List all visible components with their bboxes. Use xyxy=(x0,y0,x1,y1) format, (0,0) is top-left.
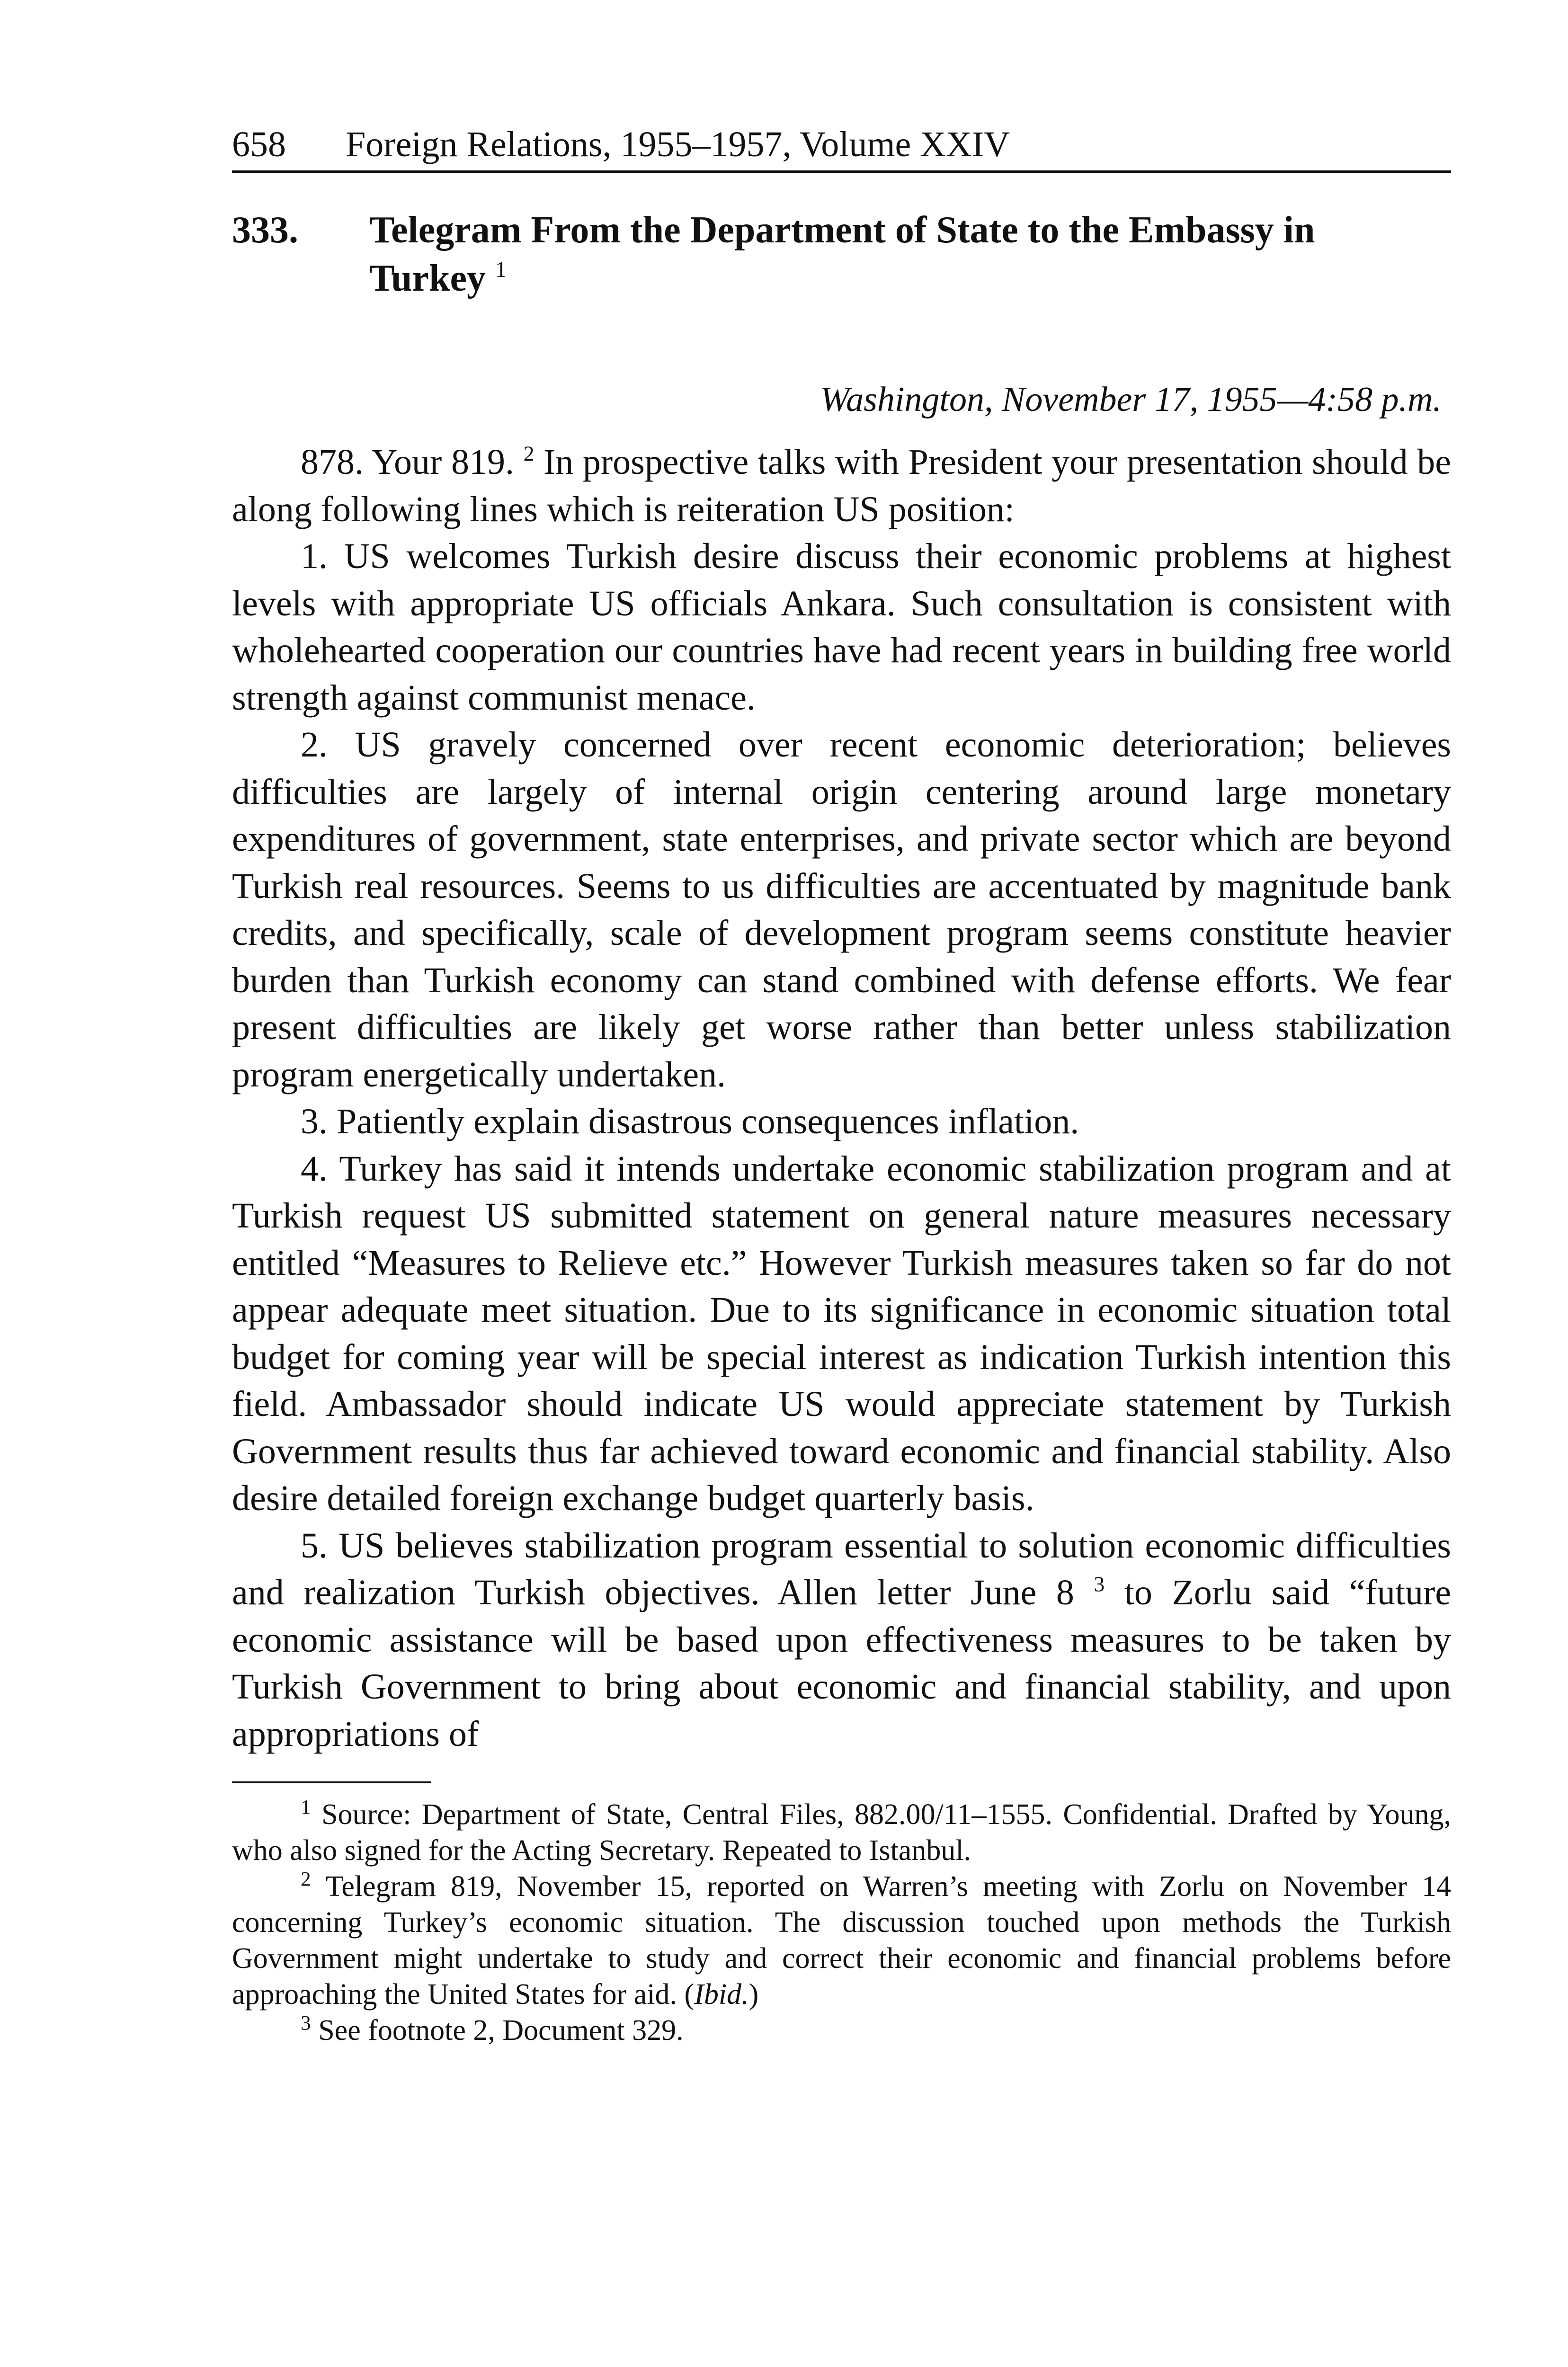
footnote-2-ibid: Ibid. xyxy=(694,1978,749,2011)
footnote-3 xyxy=(232,2012,1451,2048)
paragraph-1: 1. US welcomes Turkish desire discuss their economic problems at highest levels with appropriate US officials Ankara. Such consultation is consistent with wholehearted cooperation our countries have had recent years in building free world strength against communist menace. xyxy=(232,536,1451,718)
paragraph-4: 4. Turkey has said it intends undertake economic stabilization program and at Turkish request US submitted statement on general nature measures necessary entitled “Measures to Relieve etc.” However Turkish measures taken so far do not appear adequate meet situation. Due to its significance in economic situation total budget for coming year will be special interest as indication Turkish intention this field. Ambassador should indicate US would appreciate statement by Turkish Government results thus far achieved toward economic and financial stability. Also desire detailed foreign exchange budget quarterly basis. xyxy=(232,1148,1451,1518)
footnote-2 xyxy=(232,1869,1451,2012)
document-heading xyxy=(232,206,1451,303)
intro-text-b: In prospective talks with President your presentation should be along following lines which is reiteration US position: xyxy=(232,442,1452,529)
running-head xyxy=(232,118,1451,173)
document-title-block xyxy=(369,206,1451,303)
footnote-1-marker: 1 xyxy=(301,1796,311,1819)
paragraph-3: 3. Patiently explain disastrous consequences inflation. xyxy=(301,1102,1079,1141)
page-number: 658 xyxy=(232,125,286,164)
document-title: Telegram From the Department of State to the Embassy in Turkey xyxy=(369,209,1315,299)
paragraph-5-text-b: to Zorlu said “future economic assistance will be based upon effectiveness measures to be taken by Turkish Government to bring about economic and financial stability, and upon appropriations of xyxy=(232,1573,1452,1754)
paragraph-2: 2. US gravely concerned over recent economic deterioration; believes difficulties are largely of internal origin centering around large monetary expenditures of government, state enterprises, and private sector which are beyond Turkish real resources. Seems to us difficulties are accentuated by magnitude bank credits, and specifically, scale of development program seems constitute heavier burden than Turkish economy can stand combined with defense efforts. We fear present difficulties are likely get worse rather than better unless stabilization program energetically undertaken. xyxy=(232,725,1451,1095)
footnote-2-close: ) xyxy=(748,1978,759,2011)
footnote-3-marker: 3 xyxy=(301,2011,311,2035)
publication-title: Foreign Relations, 1955–1957, Volume XXIV xyxy=(346,125,1010,164)
document-number: 333. xyxy=(232,209,298,251)
footnote-ref-3: 3 xyxy=(1094,1572,1105,1596)
footnote-ref-1: 1 xyxy=(495,257,507,283)
document-page xyxy=(232,118,1451,2367)
footnote-1-text: Source: Department of State, Central Files, 882.00/11–1555. Confidential. Drafted by Young, who also signed for the Acting Secretary. Repeated to Istanbul. xyxy=(232,1798,1451,1867)
paragraph-5-text-a: 5. US believes stabilization program essential to solution economic difficulties and realization Turkish objectives. Allen letter June 8 xyxy=(232,1525,1451,1612)
footnote-3-text: See footnote 2, Document 329. xyxy=(318,2014,684,2047)
footnotes xyxy=(232,1797,1451,2048)
footnote-ref-2: 2 xyxy=(523,441,535,466)
footnote-2-marker: 2 xyxy=(301,1868,311,1891)
dateline: Washington, November 17, 1955—4:58 p.m. xyxy=(820,380,1442,419)
paragraph-5 xyxy=(232,1522,1451,1758)
telegram-body xyxy=(232,439,1451,1758)
footnote-1 xyxy=(232,1797,1451,1869)
intro-text-a: 878. Your 819. xyxy=(301,442,514,482)
footnote-2-text: Telegram 819, November 15, reported on Warren’s meeting with Zorlu on November 14 concerning Turkey’s economic situation. The discussion touched upon methods the Turkish Government might undertake to study and correct their economic and financial problems before approaching the United States for aid. ( xyxy=(232,1870,1452,2011)
intro-paragraph xyxy=(232,439,1451,533)
footnote-divider xyxy=(232,1781,431,1783)
